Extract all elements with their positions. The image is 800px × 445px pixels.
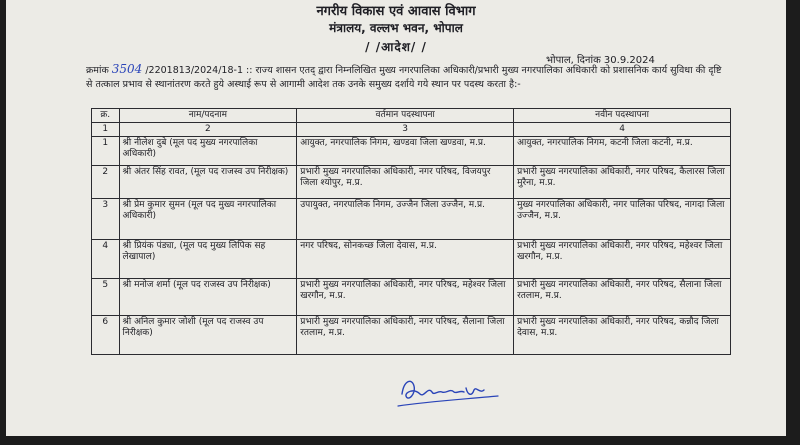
table-row (92, 279, 731, 316)
row-serial: 2 (92, 166, 120, 199)
col-number: 2 (119, 123, 297, 137)
table-row (92, 199, 731, 240)
row-current-posting: प्रभारी मुख्य नगरपालिका अधिकारी, नगर परिषद, सैलाना जिला रतलाम, म.प्र. (297, 316, 514, 355)
signature-drawing (394, 372, 504, 412)
row-serial: 6 (92, 316, 120, 355)
handwritten-order-number: 3504 (111, 62, 143, 76)
order-reference: /2201813/2024/18-1 (145, 65, 243, 76)
row-name: श्री प्रियंक पंड्या, (मूल पद मुख्य लिपिक सह लेखापाल) (119, 240, 297, 279)
col-number: 1 (92, 123, 120, 137)
row-new-posting: आयुक्त, नगरपालिक निगम, कटनी जिला कटनी, म.प्र. (514, 137, 731, 166)
row-serial: 3 (92, 199, 120, 240)
row-name: श्री नीलेश दुबे (मूल पद मुख्य नगरपालिका अधिकारी) (119, 137, 297, 166)
row-name: श्री प्रेम कुमार सुमन (मूल पद मुख्य नगरपालिका अधिकारी) (119, 199, 297, 240)
order-title: / /आदेश/ / (365, 40, 427, 54)
col-number: 3 (297, 123, 514, 137)
row-current-posting: आयुक्त, नगरपालिक निगम, खण्डवा जिला खण्डवा, म.प्र. (297, 137, 514, 166)
letterhead (6, 4, 786, 55)
row-new-posting: प्रभारी मुख्य नगरपालिका अधिकारी, नगर परिषद, महेश्वर जिला खरगौन, म.प्र. (514, 240, 731, 279)
header-new-posting: नवीन पदस्थापना (514, 109, 731, 123)
header-current-posting: वर्तमान पदस्थापना (297, 109, 514, 123)
col-number: 4 (514, 123, 731, 137)
order-label: क्रमांक (86, 65, 109, 76)
table-row (92, 316, 731, 355)
row-serial: 1 (92, 137, 120, 166)
place-date: भोपाल, दिनांक 30.9.2024 (546, 55, 655, 66)
row-current-posting: प्रभारी मुख्य नगरपालिका अधिकारी, नगर परिषद, विजयपुर जिला श्योपुर, म.प्र. (297, 166, 514, 199)
row-name: श्री मनोज शर्मा (मूल पद राजस्व उप निरीक्षक) (119, 279, 297, 316)
table-row (92, 240, 731, 279)
row-current-posting: प्रभारी मुख्य नगरपालिका अधिकारी, नगर परिषद, महेश्वर जिला खरगौन, म.प्र. (297, 279, 514, 316)
order-paragraph (86, 62, 726, 92)
order-body: :: राज्य शासन एतद् द्वारा निम्नलिखित मुख्य नगरपालिका अधिकारी/प्रभारी मुख्य नगरपालिका अधिकारी को प्रशासनिक कार्य सुविधा की दृष्टि से तत्काल प्रभाव से स्थानांतरण करते हुये अस्थाई रूप से आगामी आदेश तक उनके समुख्य दर्शाये गये स्थान पर पदस्थ करता है:- (86, 65, 722, 90)
row-new-posting: प्रभारी मुख्य नगरपालिका अधिकारी, नगर परिषद, सैलाना जिला रतलाम, म.प्र. (514, 279, 731, 316)
department-name: नगरीय विकास एवं आवास विभाग (316, 4, 476, 19)
row-new-posting: प्रभारी मुख्य नगरपालिका अधिकारी, नगर परिषद, कैलारस जिला मुरैना, म.प्र. (514, 166, 731, 199)
table-row (92, 166, 731, 199)
row-current-posting: नगर परिषद, सोनकच्छ जिला देवास, म.प्र. (297, 240, 514, 279)
row-serial: 5 (92, 279, 120, 316)
ministry-address: मंत्रालय, वल्लभ भवन, भोपाल (329, 21, 463, 35)
row-name: श्री अनिल कुमार जोशी (मूल पद राजस्व उप निरीक्षक) (119, 316, 297, 355)
row-name: श्री अंतर सिंह रावत, (मूल पद राजस्व उप निरीक्षक) (119, 166, 297, 199)
signature-icon (394, 372, 504, 412)
document-page (6, 0, 786, 436)
table-row (92, 137, 731, 166)
row-current-posting: उपायुक्त, नगरपालिक निगम, उज्जैन जिला उज्जैन, म.प्र. (297, 199, 514, 240)
table-header-row (92, 109, 731, 123)
row-serial: 4 (92, 240, 120, 279)
transfer-table (91, 108, 731, 355)
row-new-posting: मुख्य नगरपालिका अधिकारी, नगर पालिका परिषद, नागदा जिला उज्जैन, म.प्र. (514, 199, 731, 240)
header-name: नाम/पदनाम (119, 109, 297, 123)
row-new-posting: प्रभारी मुख्य नगरपालिका अधिकारी, नगर परिषद, कन्नौद जिला देवास, म.प्र. (514, 316, 731, 355)
table-column-number-row (92, 123, 731, 137)
header-serial: क्र. (92, 109, 120, 123)
